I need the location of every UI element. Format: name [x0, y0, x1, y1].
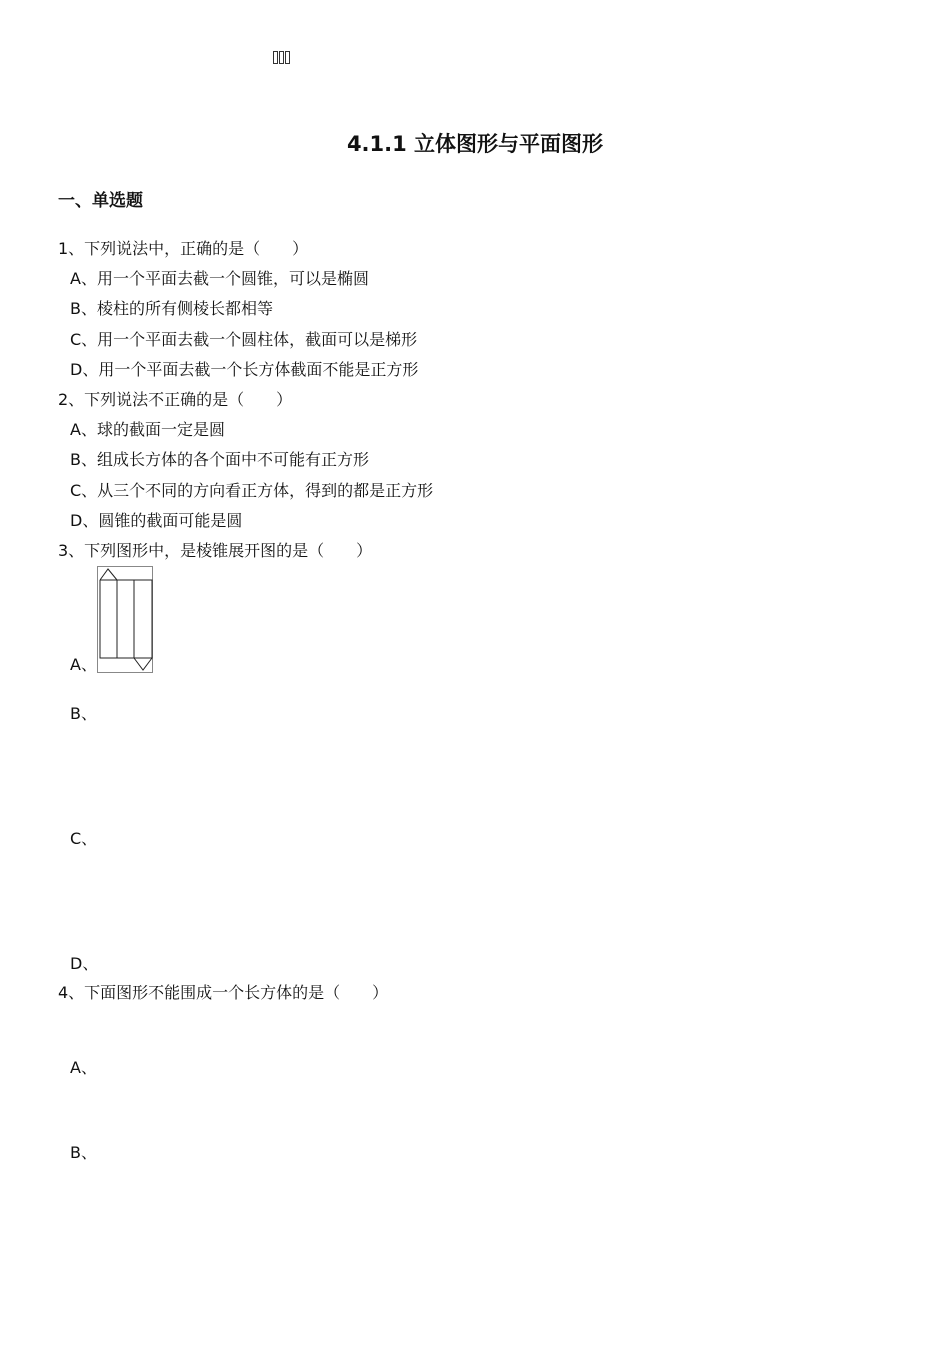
question-4-option-a: A、	[70, 1058, 97, 1077]
question-1-option-c: C、用一个平面去截一个圆柱体，截面可以是梯形	[70, 330, 418, 349]
header-glyph-icon	[273, 51, 293, 65]
question-3-option-d: D、	[70, 954, 99, 973]
section-heading: 一、单选题	[58, 191, 143, 211]
question-3-option-c: C、	[70, 829, 98, 848]
question-1-option-d: D、用一个平面去截一个长方体截面不能是正方形	[70, 360, 419, 379]
question-1-option-a: A、用一个平面去截一个圆锥，可以是椭圆	[70, 269, 369, 288]
question-2-option-a: A、球的截面一定是圆	[70, 420, 225, 439]
question-3-option-b: B、	[70, 704, 97, 723]
question-4-stem: 4、下面图形不能围成一个长方体的是（ ）	[58, 983, 389, 1002]
question-3-option-a: A、	[70, 655, 97, 674]
question-2-option-b: B、组成长方体的各个面中不可能有正方形	[70, 450, 369, 469]
question-2-stem: 2、下列说法不正确的是（ ）	[58, 390, 293, 409]
question-1-option-b: B、棱柱的所有侧棱长都相等	[70, 299, 273, 318]
question-2-option-d: D、圆锥的截面可能是圆	[70, 511, 243, 530]
question-2-option-c: C、从三个不同的方向看正方体，得到的都是正方形	[70, 481, 434, 500]
question-3-stem: 3、下列图形中，是棱锥展开图的是（ ）	[58, 541, 373, 560]
prism-net-figure	[97, 566, 153, 673]
page-title: 4.1.1 立体图形与平面图形	[346, 132, 604, 156]
question-1-stem: 1、下列说法中，正确的是（ ）	[58, 239, 309, 258]
question-4-option-b: B、	[70, 1143, 97, 1162]
